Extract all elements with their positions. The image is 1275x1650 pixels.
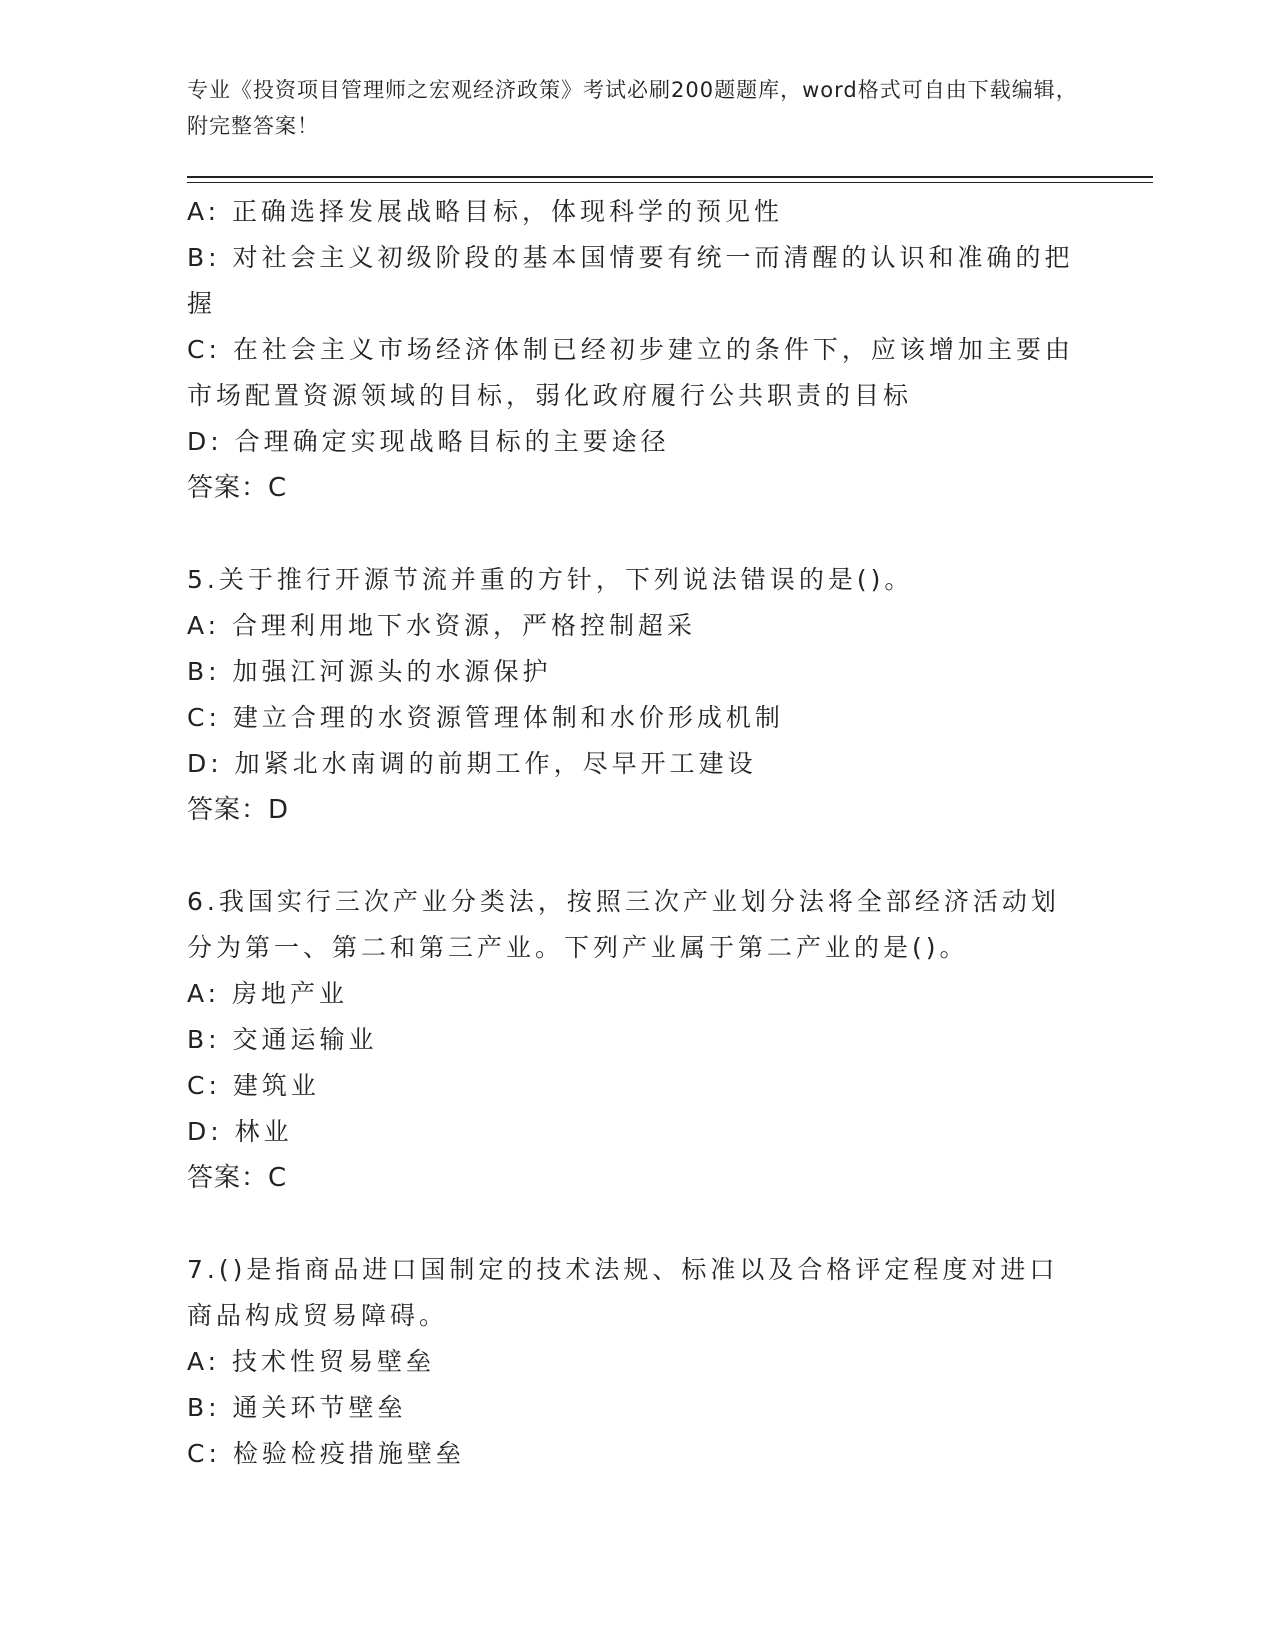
q5-answer: 答案：D [187, 795, 290, 825]
q4-option-a: A: 正确选择发展战略目标，体现科学的预见性 [187, 197, 784, 226]
q5-option-c: C: 建立合理的水资源管理体制和水价形成机制 [187, 703, 784, 732]
q6-option-a: A: 房地产业 [187, 979, 349, 1008]
q6-option-d: D: 林业 [187, 1117, 293, 1146]
q6-option-b: B: 交通运输业 [187, 1025, 378, 1054]
q6-stem-line-1: 6.我国实行三次产业分类法，按照三次产业划分法将全部经济活动划 [187, 887, 1060, 916]
question-content [187, 189, 1087, 1477]
q4-option-d: D: 合理确定实现战略目标的主要途径 [187, 427, 670, 456]
q5-stem: 5.关于推行开源节流并重的方针，下列说法错误的是()。 [187, 565, 914, 594]
q4-option-c: C: 在社会主义市场经济体制已经初步建立的条件下，应该增加主要由 [187, 335, 1074, 364]
q7-option-a: A: 技术性贸易壁垒 [187, 1347, 436, 1376]
q6-answer: 答案：C [187, 1163, 288, 1193]
question-6 [187, 879, 1087, 1201]
header-rule-thin [187, 182, 1153, 183]
q7-stem-line-2: 商品构成贸易障碍。 [187, 1301, 449, 1330]
header-rule-thick [187, 176, 1153, 178]
q5-option-d: D: 加紧北水南调的前期工作，尽早开工建设 [187, 749, 757, 778]
q7-option-c: C: 检验检疫措施壁垒 [187, 1439, 465, 1468]
q7-option-b: B: 通关环节壁垒 [187, 1393, 407, 1422]
spacer [187, 833, 1087, 879]
q6-option-c: C: 建筑业 [187, 1071, 320, 1100]
question-4 [187, 189, 1087, 511]
question-7 [187, 1247, 1087, 1477]
q7-stem-line-1: 7.()是指商品进口国制定的技术法规、标准以及合格评定程度对进口 [187, 1255, 1059, 1284]
q4-answer: 答案：C [187, 473, 288, 503]
question-5 [187, 557, 1087, 833]
document-header: 专业《投资项目管理师之宏观经济政策》考试必刷200题题库，word格式可自由下载编辑，附完整答案！ [187, 78, 1078, 138]
q4-option-b: B: 对社会主义初级阶段的基本国情要有统一而清醒的认识和准确的把 [187, 243, 1074, 272]
q4-option-b-cont: 握 [187, 289, 217, 318]
q4-option-c-cont: 市场配置资源领域的目标，弱化政府履行公共职责的目标 [187, 381, 913, 410]
spacer [187, 1201, 1087, 1247]
q5-option-a: A: 合理利用地下水资源，严格控制超采 [187, 611, 697, 640]
spacer [187, 511, 1087, 557]
q6-stem-line-2: 分为第一、第二和第三产业。下列产业属于第二产业的是()。 [187, 933, 969, 962]
q5-option-b: B: 加强江河源头的水源保护 [187, 657, 552, 686]
